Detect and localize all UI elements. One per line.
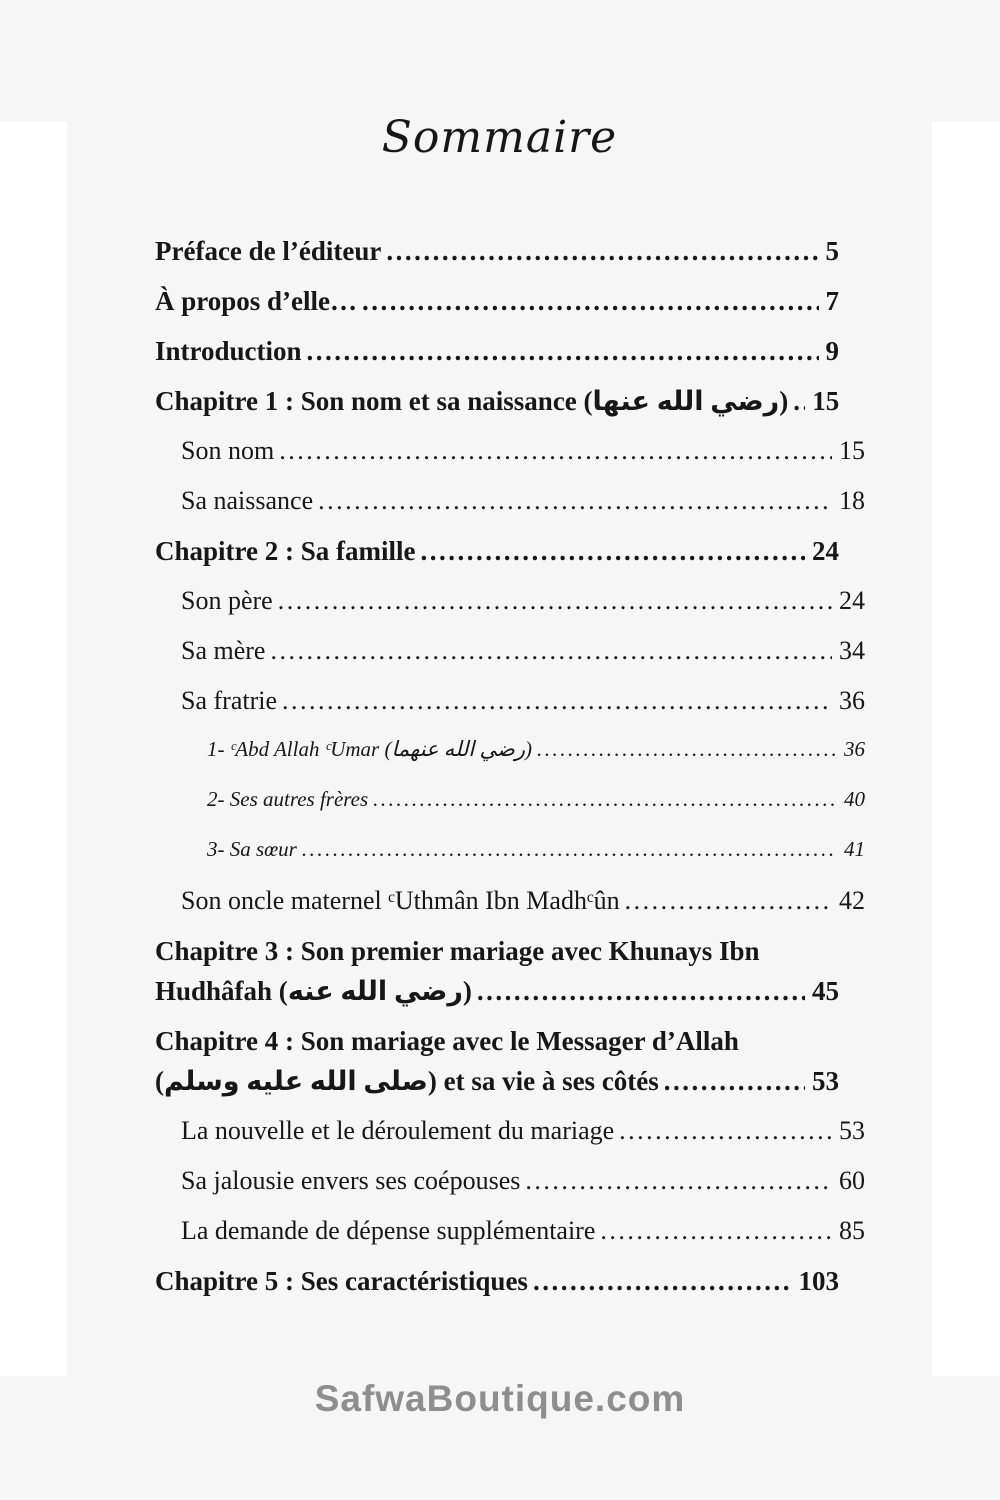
toc-entry-label: Chapitre 4 : Son mariage avec le Messager d’Allah bbox=[155, 1026, 739, 1056]
toc-row bbox=[155, 484, 865, 518]
toc-dot-leader bbox=[302, 834, 837, 864]
toc-row bbox=[155, 784, 865, 814]
toc-entry-label: La demande de dépense supplémentaire bbox=[181, 1216, 596, 1245]
toc-dot-leader bbox=[362, 284, 818, 318]
toc-page-number: 103 bbox=[798, 1266, 839, 1296]
toc-row bbox=[155, 1024, 865, 1058]
toc-row bbox=[155, 234, 865, 268]
toc-dot-leader bbox=[420, 534, 805, 568]
toc-entry-label: Chapitre 1 : Son nom et sa naissance (رضي الله عنها) bbox=[155, 386, 789, 416]
toc-dot-leader bbox=[537, 734, 837, 764]
toc-row bbox=[155, 1114, 865, 1148]
toc-row bbox=[155, 334, 865, 368]
toc-dot-leader bbox=[600, 1214, 832, 1248]
toc-page-number: 45 bbox=[812, 976, 839, 1006]
toc-entry-label: Préface de l’éditeur bbox=[155, 236, 382, 266]
toc-entry-label: Sa jalousie envers ses coépouses bbox=[181, 1166, 521, 1195]
toc-entry-label: 1- ᶜAbd Allah ᶜUmar (رضي الله عنهما) bbox=[207, 737, 532, 761]
toc-dot-leader bbox=[664, 1064, 805, 1098]
toc-dot-leader bbox=[270, 634, 832, 668]
toc-entry-label: Chapitre 2 : Sa famille bbox=[155, 536, 416, 566]
toc-dot-leader bbox=[533, 1264, 792, 1298]
toc-page-number: 41 bbox=[844, 837, 865, 861]
toc-dot-leader bbox=[525, 1164, 832, 1198]
toc-row bbox=[155, 684, 865, 718]
toc-page-number: 60 bbox=[839, 1166, 865, 1195]
toc-page-number: 24 bbox=[839, 586, 865, 615]
toc-page-number: 24 bbox=[812, 536, 839, 566]
toc-row bbox=[155, 1214, 865, 1248]
toc-entry-label: Son nom bbox=[181, 436, 275, 465]
toc-page-number: 53 bbox=[839, 1116, 865, 1145]
toc-row bbox=[155, 734, 865, 764]
toc-entry-label: Son père bbox=[181, 586, 273, 615]
toc-row bbox=[155, 834, 865, 864]
toc-row bbox=[155, 1264, 865, 1298]
toc-entry-label: Hudhâfah (رضي الله عنه) bbox=[155, 976, 472, 1006]
toc-entry-label: Introduction bbox=[155, 336, 302, 366]
toc-row bbox=[155, 934, 865, 968]
left-margin-strip bbox=[0, 122, 67, 1376]
toc-dot-leader bbox=[373, 784, 837, 814]
toc-page-number: 34 bbox=[839, 636, 865, 665]
toc-row bbox=[155, 974, 865, 1008]
toc-page-number: 15 bbox=[812, 386, 840, 416]
toc-dot-leader bbox=[625, 884, 832, 918]
toc-page-number: 36 bbox=[844, 737, 865, 761]
toc-entry-label: À propos d’elle… bbox=[155, 286, 358, 316]
toc-page-number: 9 bbox=[825, 336, 839, 366]
toc-page-number: 15 bbox=[839, 436, 865, 465]
toc-page-number: 18 bbox=[839, 486, 865, 515]
toc-row bbox=[155, 284, 865, 318]
toc-row bbox=[155, 384, 865, 418]
toc-entry-label: 3- Sa sœur bbox=[207, 837, 297, 861]
toc-row bbox=[155, 534, 865, 568]
toc-entry-label: Sa fratrie bbox=[181, 686, 278, 715]
toc-page-number: 53 bbox=[812, 1066, 839, 1096]
toc-row bbox=[155, 634, 865, 668]
toc-dot-leader bbox=[619, 1114, 832, 1148]
toc-row bbox=[155, 584, 865, 618]
toc-page-number: 36 bbox=[839, 686, 865, 715]
toc-dot-leader bbox=[278, 584, 832, 618]
table-of-contents bbox=[155, 234, 865, 1314]
toc-entry-label: Chapitre 5 : Ses caractéristiques bbox=[155, 1266, 528, 1296]
toc-dot-leader bbox=[279, 434, 832, 468]
toc-dot-leader bbox=[477, 974, 805, 1008]
toc-entry-label: La nouvelle et le déroulement du mariage bbox=[181, 1116, 615, 1145]
toc-page-number: 7 bbox=[825, 286, 839, 316]
toc-dot-leader bbox=[318, 484, 832, 518]
toc-entry-label: 2- Ses autres frères bbox=[207, 787, 369, 811]
toc-entry-label: Sa mère bbox=[181, 636, 266, 665]
toc-page-number: 5 bbox=[825, 236, 839, 266]
page-title: Sommaire bbox=[381, 112, 618, 163]
toc-dot-leader bbox=[307, 334, 819, 368]
toc-dot-leader bbox=[793, 384, 805, 418]
toc-entry-label: Sa naissance bbox=[181, 486, 314, 515]
toc-page-number: 40 bbox=[844, 787, 865, 811]
right-margin-strip bbox=[932, 122, 1000, 1376]
toc-dot-leader bbox=[282, 684, 832, 718]
toc-entry-label: Chapitre 3 : Son premier mariage avec Khunays Ibn bbox=[155, 936, 760, 966]
toc-entry-label: (صلى الله عليه وسلم) et sa vie à ses côtés bbox=[155, 1066, 659, 1096]
toc-page-number: 85 bbox=[839, 1216, 865, 1245]
toc-entry-label: Son oncle maternel ᶜUthmân Ibn Madhᶜûn bbox=[181, 886, 620, 915]
toc-page-number: 42 bbox=[839, 886, 865, 915]
toc-dot-leader bbox=[386, 234, 818, 268]
toc-row bbox=[155, 1064, 865, 1098]
toc-row bbox=[155, 884, 865, 918]
toc-row bbox=[155, 1164, 865, 1198]
watermark: SafwaBoutique.com bbox=[314, 1378, 686, 1419]
toc-row bbox=[155, 434, 865, 468]
